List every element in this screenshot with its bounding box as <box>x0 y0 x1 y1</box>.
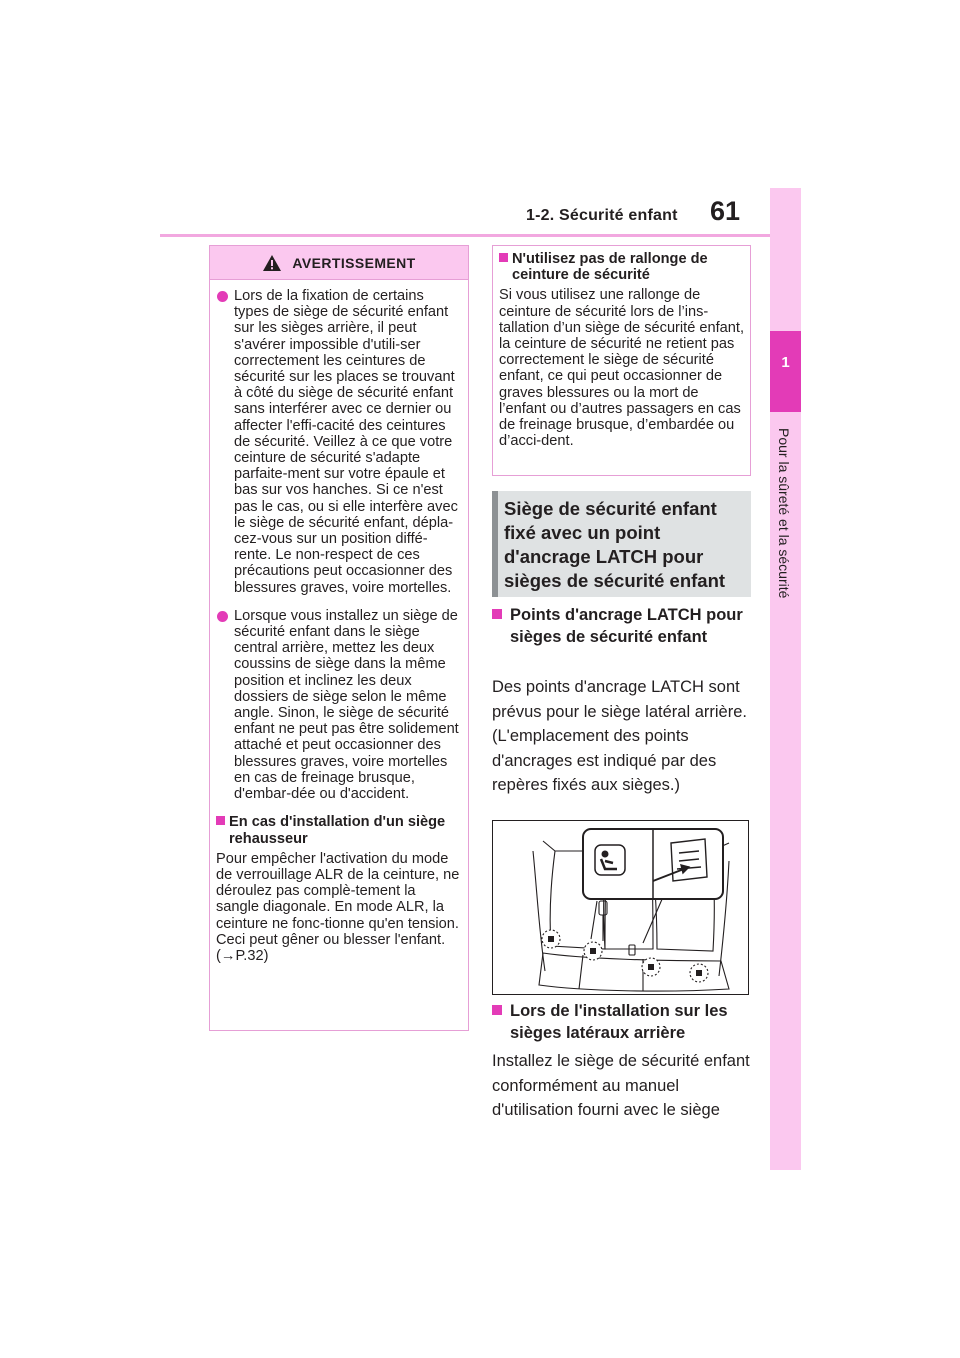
warning-box <box>209 245 469 1031</box>
bullet-dot-icon <box>217 291 228 302</box>
warning-bullet <box>216 608 462 802</box>
rear-seat-drawing <box>493 821 749 995</box>
section-title-box <box>492 491 751 597</box>
warning-bullet-text: Lorsque vous installez un siège de sécurité enfant dans le siège central arrière, mettez les deux coussins de siège dans la même position et inclinez les deux dossiers de siège selon le même angle. Sinon, le siège de sécurité enfant ne peut pas être solidement attaché et peut occasionner des blessures graves, voire mortelles en cas de freinage brusque, d'embar-dée ou d'accident. <box>234 607 459 803</box>
extension-heading: N'utilisez pas de rallonge de ceinture de sécurité <box>499 251 744 283</box>
warning-bullet-text: Lors de la fixation de certains types de siège de sécurité enfant sur les sièges arrière, il peut s'avérer impossible d'utili-ser correctement les ceintures de sécurité sur les places se trouvant à côté du siège de sécurité enfant sans interférer avec ce dernier ou affecter l'effi-cacité des ceintures de sécurité. Veillez à ce que votre ceinture de sécurité s'adapte parfaite-ment sur votre épaule et bas sur vos hanches. Si ce n'est pas le cas, ou si elle interfère avec le siège de sécurité enfant, dépla-cez-vous sur un position diffé-rente. Le non-respect de ces précautions peut occasionner des blessures graves, voire mortelles. <box>234 288 458 596</box>
extension-text: Si vous utilisez une rallonge de ceinture de sécurité lors de l’ins-tallation d’un siège de sécurité enfant, la ceinture de sécurité ne retient pas correctement le siège de sécurité enfant, ce qui peut occasionner de graves blessures ou la mort de l’enfant ou d’autres passagers en cas de freinage brusque, d’embardée ou d’acci-dent. <box>499 287 745 450</box>
latch-heading: Points d'ancrage LATCH pour sièges de sécurité enfant <box>492 604 754 648</box>
square-bullet-icon <box>492 1005 502 1015</box>
header-rule <box>160 234 770 237</box>
section-title: Siège de sécurité enfant fixé avec un point d'ancrage LATCH pour sièges de sécurité enfant <box>504 498 726 591</box>
latch-text: Des points d'ancrage LATCH sont prévus pour le siège latéral arrière. (L'emplacement des points d'ancrages est indiqué par des repères fixés aux sièges.) <box>492 678 747 794</box>
section-bar <box>492 491 498 597</box>
chapter-number: 1 <box>781 354 790 371</box>
warning-bullet <box>216 288 462 596</box>
chapter-number-block <box>770 331 801 412</box>
child-seat-symbol-icon <box>595 845 625 875</box>
extension-warning-box <box>492 245 751 476</box>
booster-text: Pour empêcher l'activation du mode de verrouillage ALR de la ceinture, ne déroulez pas complè-tement la sangle diagonale. En mode ALR, la ceinture ne fonc-tionne qu'en tension. Ceci peut gêner ou blesser l'enfant. (→P.32) <box>216 850 460 964</box>
page-number: 61 <box>710 196 741 226</box>
bullet-dot-icon <box>217 611 228 622</box>
warning-title: AVERTISSEMENT <box>292 254 416 271</box>
section-header: 1-2. Sécurité enfant <box>526 207 678 224</box>
chapter-side-tab <box>770 188 801 1170</box>
warning-header <box>210 246 468 280</box>
rear-side-heading: Lors de l'installation sur les sièges latéraux arrière <box>492 1000 754 1044</box>
chapter-title: Pour la sûreté et la sécurité <box>776 428 792 599</box>
booster-heading: En cas d'installation d'un siège rehausseur <box>216 814 462 846</box>
rear-side-text: Installez le siège de sécurité enfant conformément au manuel d'utilisation fourni avec le siège <box>492 1052 750 1119</box>
warning-triangle-icon <box>262 254 282 272</box>
square-bullet-icon <box>499 253 508 262</box>
latch-anchor-illustration <box>492 820 749 995</box>
page-reference-link[interactable]: (→P.32) <box>216 947 269 964</box>
warning-body <box>210 280 468 964</box>
square-bullet-icon <box>492 609 502 619</box>
square-bullet-icon <box>216 816 225 825</box>
